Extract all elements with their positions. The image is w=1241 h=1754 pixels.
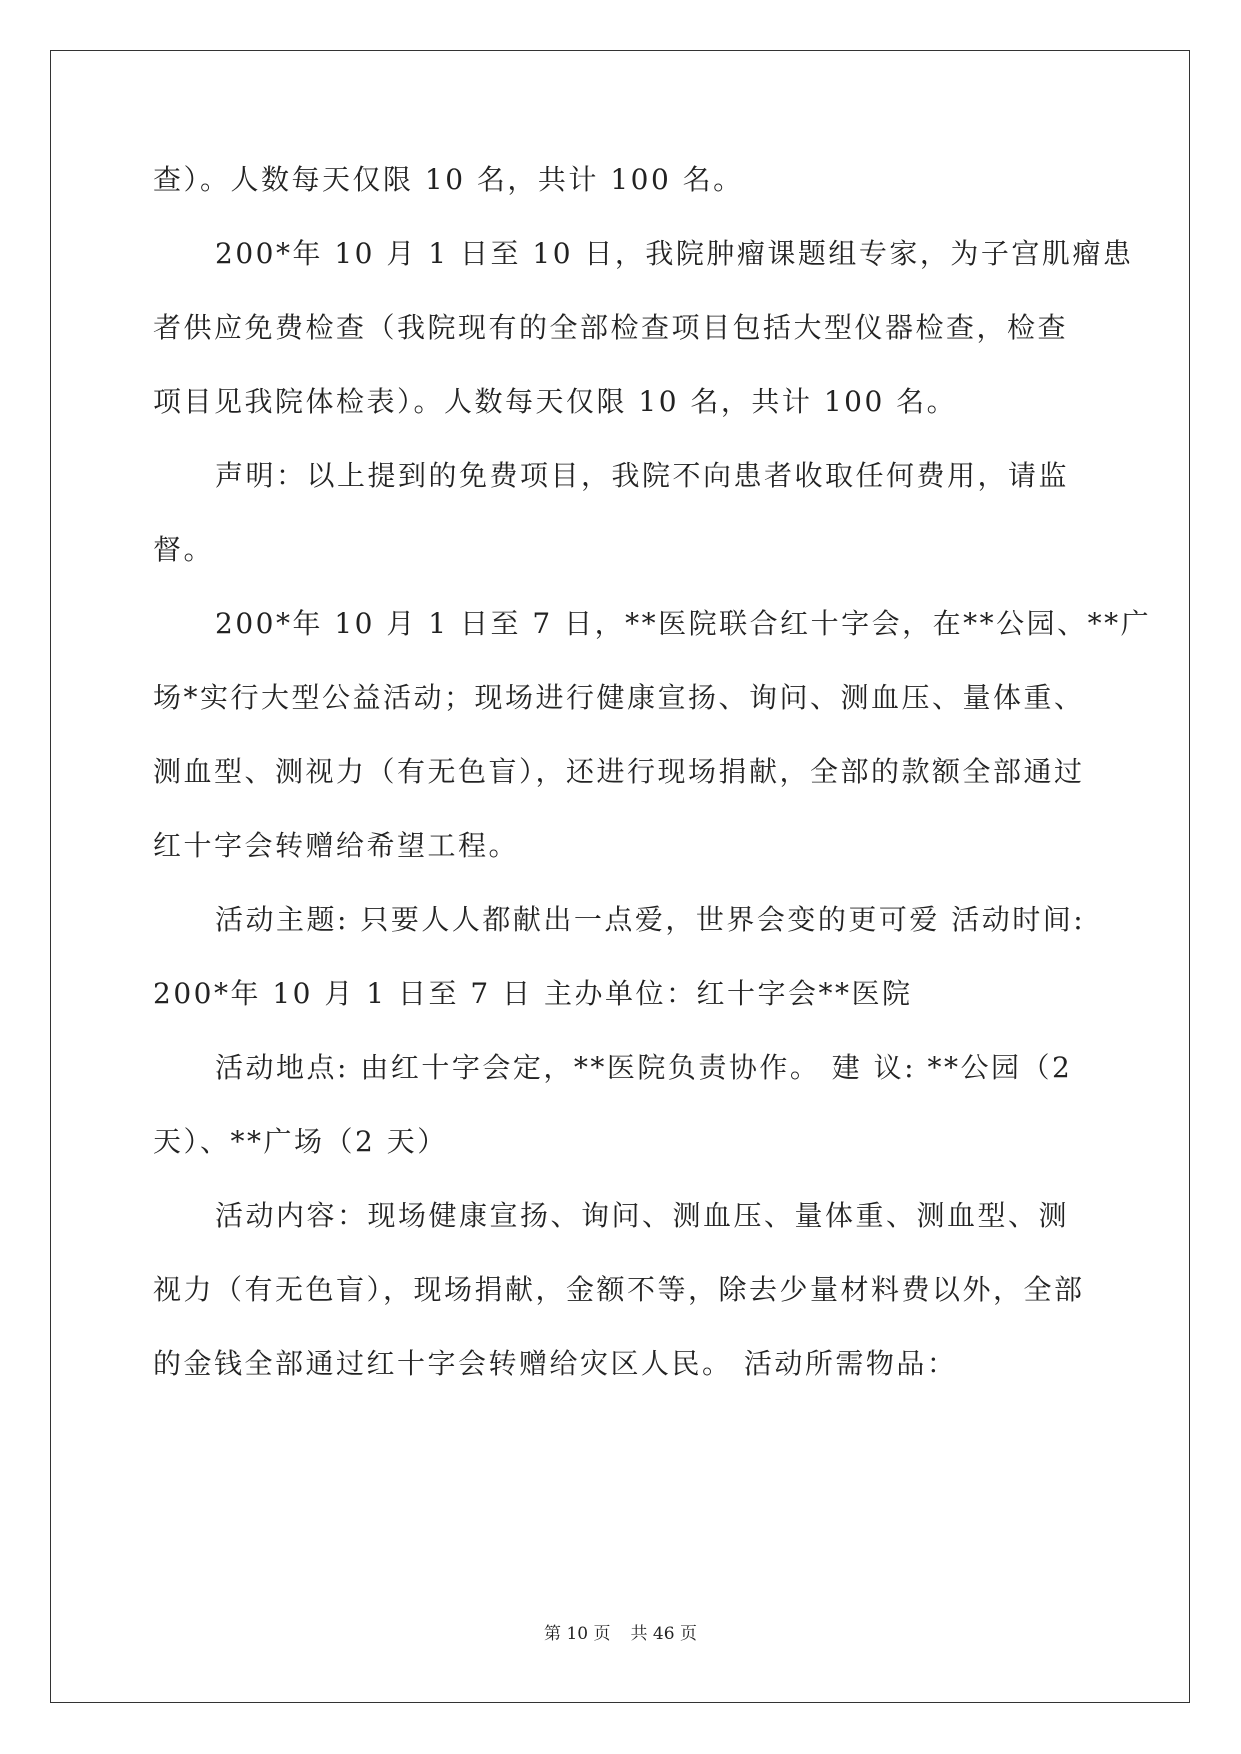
text-line: 者供应免费检查（我院现有的全部检查项目包括大型仪器检查，检查 [153,311,1069,344]
paragraph-line: 声明：以上提到的免费项目，我院不向患者收取任何费用，请监 [215,459,1070,492]
page-border [50,50,1190,1703]
text-line: 测血型、测视力（有无色盲），还进行现场捐献，全部的款额全部通过 [153,755,1085,788]
text-line: 的金钱全部通过红十字会转赠给灾区人民。 活动所需物品： [153,1347,958,1380]
page-number: 第 10 页 [544,1624,611,1644]
paragraph-line: 200*年 10 月 1 日至 10 日，我院肿瘤课题组专家，为子宫肌瘤患 [215,237,1134,270]
text-line: 督。 [153,533,215,566]
paragraph-line: 活动内容：现场健康宣扬、询问、测血压、量体重、测血型、测 [215,1199,1070,1232]
text-line: 200*年 10 月 1 日至 7 日 主办单位：红十字会**医院 [153,977,913,1010]
text-line: 红十字会转赠给希望工程。 [153,829,520,862]
paragraph-line: 200*年 10 月 1 日至 7 日，**医院联合红十字会，在**公园、**广 [215,607,1152,640]
text-line: 项目见我院体检表）。人数每天仅限 10 名，共计 100 名。 [153,385,958,418]
text-line: 视力（有无色盲），现场捐献，金额不等，除去少量材料费以外，全部 [153,1273,1085,1306]
text-line: 场*实行大型公益活动；现场进行健康宣扬、询问、测血压、量体重、 [153,681,1085,714]
paragraph-line: 活动主题: 只要人人都献出一点爱，世界会变的更可爱 活动时间: [215,903,1086,936]
paragraph-line: 活动地点: 由红十字会定，**医院负责协作。 建 议: **公园（2 [215,1051,1073,1084]
page-total: 共 46 页 [630,1624,697,1644]
text-line: 天）、**广场（2 天） [153,1125,448,1158]
text-line: 查）。人数每天仅限 10 名，共计 100 名。 [153,163,744,196]
page-footer [0,1622,1241,1646]
